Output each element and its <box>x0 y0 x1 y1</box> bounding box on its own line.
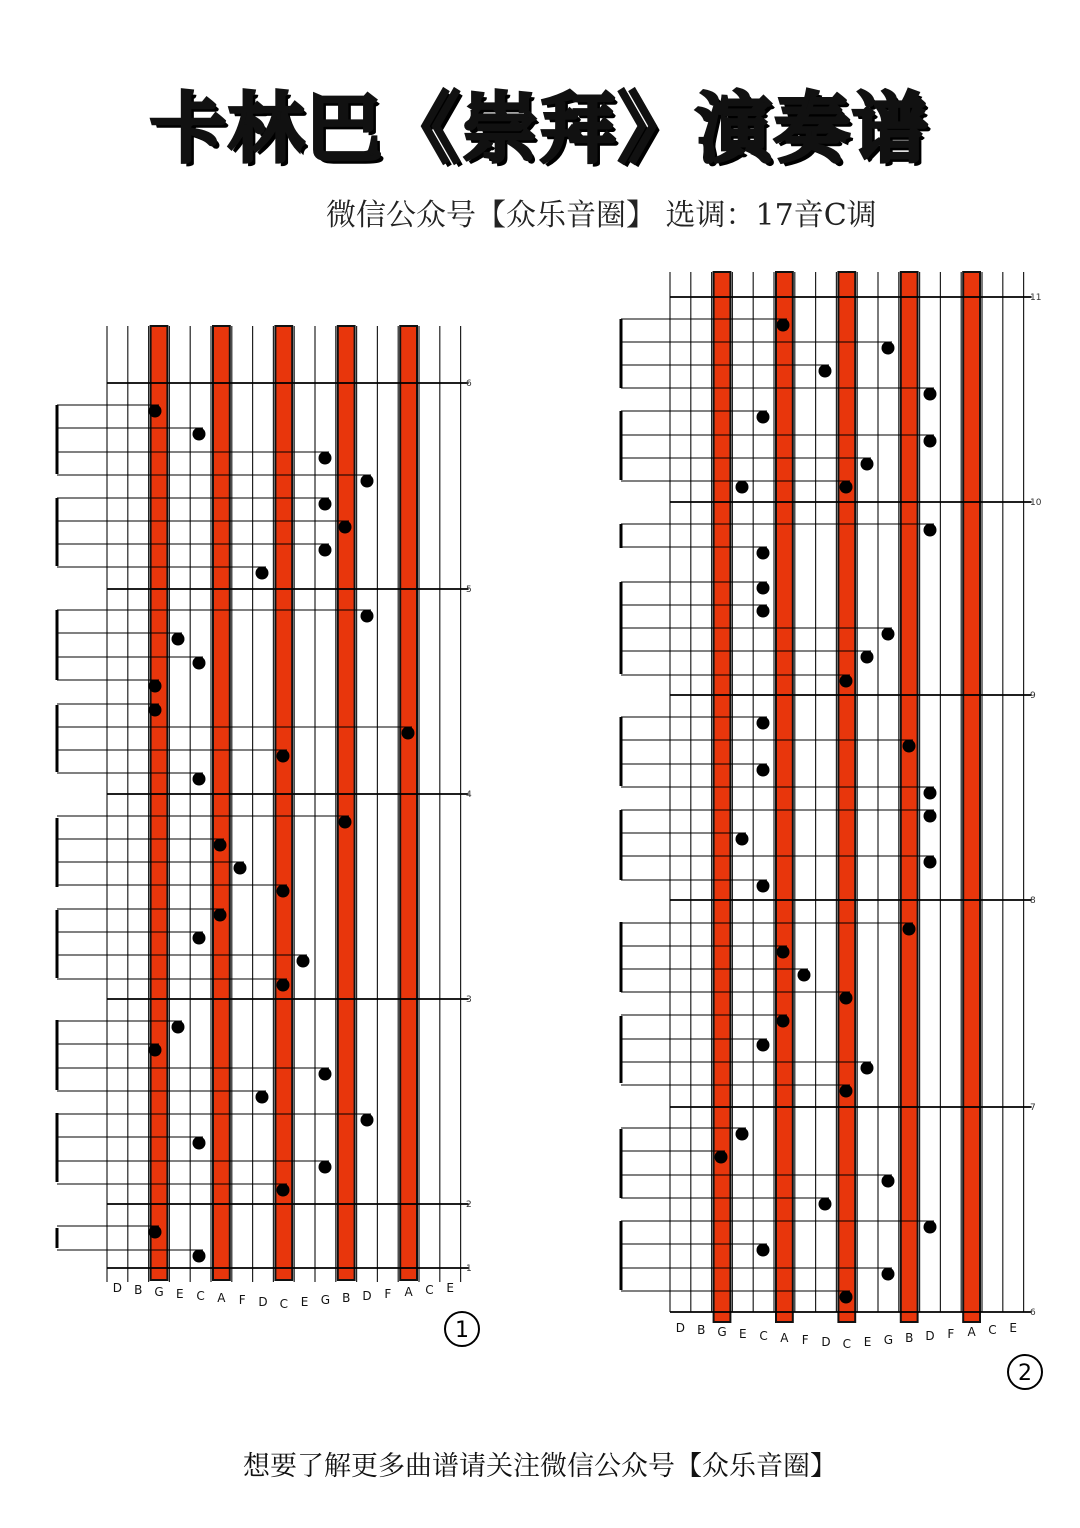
note-dot <box>715 1151 728 1164</box>
note-dot <box>361 475 374 488</box>
note-dot <box>882 628 895 641</box>
measure-number: 9 <box>1030 691 1036 701</box>
note-dot <box>149 405 162 418</box>
highlighted-tine <box>400 326 417 1280</box>
note-dot <box>757 547 770 560</box>
measure-number: 8 <box>1030 896 1036 906</box>
tine-label: A <box>404 1285 413 1299</box>
measure-number: 3 <box>466 995 472 1005</box>
tine-label: E <box>1009 1321 1017 1335</box>
note-dot <box>277 1184 290 1197</box>
tine-label: A <box>780 1331 789 1345</box>
measure-number: 2 <box>466 1200 472 1210</box>
tine-label: G <box>883 1333 894 1347</box>
tine-label: D <box>925 1329 935 1343</box>
note-dot <box>861 1062 874 1075</box>
note-dot <box>840 1291 853 1304</box>
note-dot <box>149 704 162 717</box>
tine-label: C <box>196 1289 205 1303</box>
tine-label: B <box>697 1323 706 1337</box>
note-dot <box>149 1044 162 1057</box>
note-dot <box>757 1244 770 1257</box>
note-dot <box>234 862 247 875</box>
tine-label: G <box>154 1285 164 1299</box>
tine-label: E <box>863 1335 872 1349</box>
panel-number: 1 <box>455 1318 469 1343</box>
tine-label: F <box>238 1293 246 1307</box>
note-dot <box>798 969 811 982</box>
tine-label: A <box>967 1325 976 1339</box>
tine-label: F <box>801 1333 809 1347</box>
note-dot <box>361 610 374 623</box>
note-dot <box>297 955 310 968</box>
note-dot <box>214 909 227 922</box>
note-dot <box>757 582 770 595</box>
note-dot <box>757 717 770 730</box>
measure-number: 5 <box>466 585 472 595</box>
note-dot <box>757 880 770 893</box>
note-dot <box>882 1268 895 1281</box>
highlighted-tine <box>338 326 355 1280</box>
note-dot <box>861 651 874 664</box>
note-dot <box>861 458 874 471</box>
note-dot <box>193 773 206 786</box>
note-dot <box>882 342 895 355</box>
note-dot <box>840 481 853 494</box>
note-dot <box>736 481 749 494</box>
note-dot <box>819 1198 832 1211</box>
tine-label: D <box>112 1281 123 1295</box>
note-dot <box>882 1175 895 1188</box>
note-dot <box>172 633 185 646</box>
note-dot <box>149 1226 162 1239</box>
panel-number: 2 <box>1018 1361 1032 1386</box>
note-dot <box>193 657 206 670</box>
tine-label: G <box>320 1293 331 1307</box>
highlighted-tine <box>838 272 855 1322</box>
measure-number: 10 <box>1030 498 1042 508</box>
tine-label: C <box>988 1323 997 1337</box>
note-dot <box>757 411 770 424</box>
note-dot <box>193 932 206 945</box>
note-dot <box>819 365 832 378</box>
note-dot <box>736 833 749 846</box>
note-dot <box>924 524 937 537</box>
note-dot <box>924 1221 937 1234</box>
note-dot <box>361 1114 374 1127</box>
note-dot <box>277 885 290 898</box>
tine-label: C <box>279 1297 288 1311</box>
highlighted-tine <box>275 326 292 1280</box>
note-dot <box>736 1128 749 1141</box>
measure-number: 11 <box>1030 293 1042 303</box>
highlighted-tine <box>776 272 793 1322</box>
note-dot <box>903 923 916 936</box>
note-dot <box>757 1039 770 1052</box>
measure-number: 7 <box>1030 1103 1036 1113</box>
note-dot <box>149 680 162 693</box>
note-dot <box>319 498 332 511</box>
page-title: 卡林巴《崇拜》演奏谱 <box>150 84 930 173</box>
tine-label: D <box>675 1321 686 1335</box>
tine-label: D <box>362 1289 372 1303</box>
note-dot <box>840 675 853 688</box>
note-dot <box>256 1091 269 1104</box>
note-dot <box>319 1068 332 1081</box>
note-dot <box>757 605 770 618</box>
note-dot <box>319 1161 332 1174</box>
note-dot <box>924 787 937 800</box>
subtitle: 微信公众号【众乐音圈】 选调：17音C调 <box>326 198 877 233</box>
tine-label: E <box>446 1281 454 1295</box>
tine-label: F <box>947 1327 955 1341</box>
tine-label: C <box>759 1329 768 1343</box>
note-dot <box>903 740 916 753</box>
note-dot <box>319 544 332 557</box>
tine-label: B <box>134 1283 143 1297</box>
tine-label: A <box>217 1291 226 1305</box>
note-dot <box>172 1021 185 1034</box>
highlighted-tine <box>714 272 731 1322</box>
measure-number: 6 <box>1030 1308 1036 1318</box>
note-dot <box>757 764 770 777</box>
note-dot <box>402 727 415 740</box>
highlighted-tine <box>901 272 918 1322</box>
tine-label: G <box>717 1325 727 1339</box>
tine-label: B <box>342 1291 351 1305</box>
note-dot <box>339 521 352 534</box>
note-dot <box>277 979 290 992</box>
note-dot <box>339 816 352 829</box>
note-dot <box>193 1137 206 1150</box>
tine-label: F <box>384 1287 392 1301</box>
note-dot <box>777 946 790 959</box>
tine-label: E <box>300 1295 309 1309</box>
note-dot <box>924 388 937 401</box>
note-dot <box>214 839 227 852</box>
note-dot <box>256 567 269 580</box>
tine-label: E <box>739 1327 747 1341</box>
highlighted-tine <box>963 272 980 1322</box>
note-dot <box>193 1250 206 1263</box>
note-dot <box>777 1015 790 1028</box>
footer-text: 想要了解更多曲谱请关注微信公众号【众乐音圈】 <box>243 1451 837 1482</box>
note-dot <box>840 1085 853 1098</box>
tine-label: D <box>821 1335 831 1349</box>
measure-number: 4 <box>466 790 472 800</box>
tine-label: C <box>842 1337 851 1351</box>
tine-label: D <box>258 1295 268 1309</box>
note-dot <box>840 992 853 1005</box>
note-dot <box>924 856 937 869</box>
note-dot <box>924 810 937 823</box>
tine-label: C <box>425 1283 434 1297</box>
note-dot <box>319 452 332 465</box>
tine-label: E <box>176 1287 184 1301</box>
measure-number: 1 <box>466 1264 472 1274</box>
highlighted-tine <box>213 326 230 1280</box>
note-dot <box>193 428 206 441</box>
note-dot <box>277 750 290 763</box>
note-dot <box>777 319 790 332</box>
tine-label: B <box>905 1331 914 1345</box>
note-dot <box>924 435 937 448</box>
measure-number: 6 <box>466 379 472 389</box>
